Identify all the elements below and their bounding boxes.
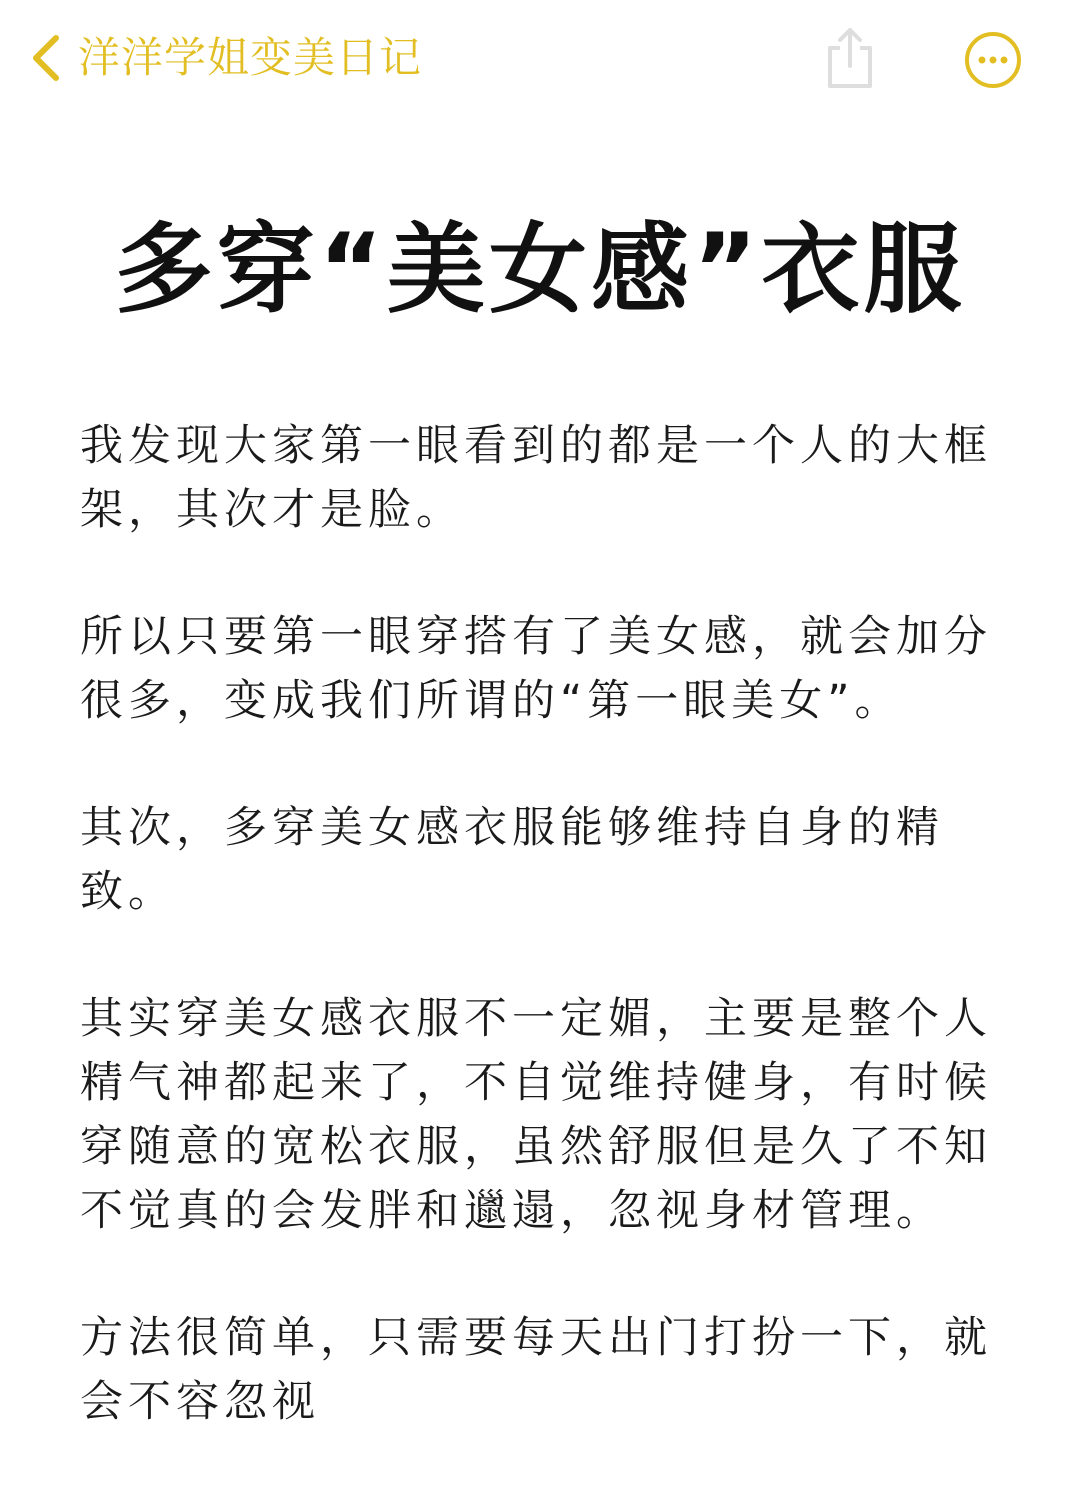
paragraph: 所以只要第一眼穿搭有了美女感，就会加分很多，变成我们所谓的“第一眼美女”。 (80, 612, 992, 726)
back-button[interactable] (28, 28, 422, 88)
paragraph: 我发现大家第一眼看到的都是一个人的大框架，其次才是脸。 (80, 421, 992, 535)
top-nav-bar (0, 0, 1080, 120)
paragraph: 方法很简单，只需要每天出门打扮一下，就会不容忽视 (80, 1313, 992, 1427)
paragraph: 其次，多穿美女感衣服能够维持自身的精致。 (80, 803, 944, 917)
more-icon (963, 75, 1023, 94)
paragraph: 其实穿美女感衣服不一定媚，主要是整个人精气神都起来了，不自觉维持健身，有时候穿随意的宽松衣服，虽然舒服但是久了不知不觉真的会发胖和邋遢，忽视身材管理。 (80, 994, 992, 1236)
share-button[interactable] (820, 22, 880, 92)
article-body (80, 414, 1020, 1497)
share-icon (820, 77, 880, 96)
chevron-left-icon (28, 32, 62, 84)
nav-title: 洋洋学姐变美日记 (78, 33, 423, 82)
more-button[interactable] (963, 30, 1023, 90)
page-title: 多穿“美女感”衣服 (114, 213, 966, 327)
